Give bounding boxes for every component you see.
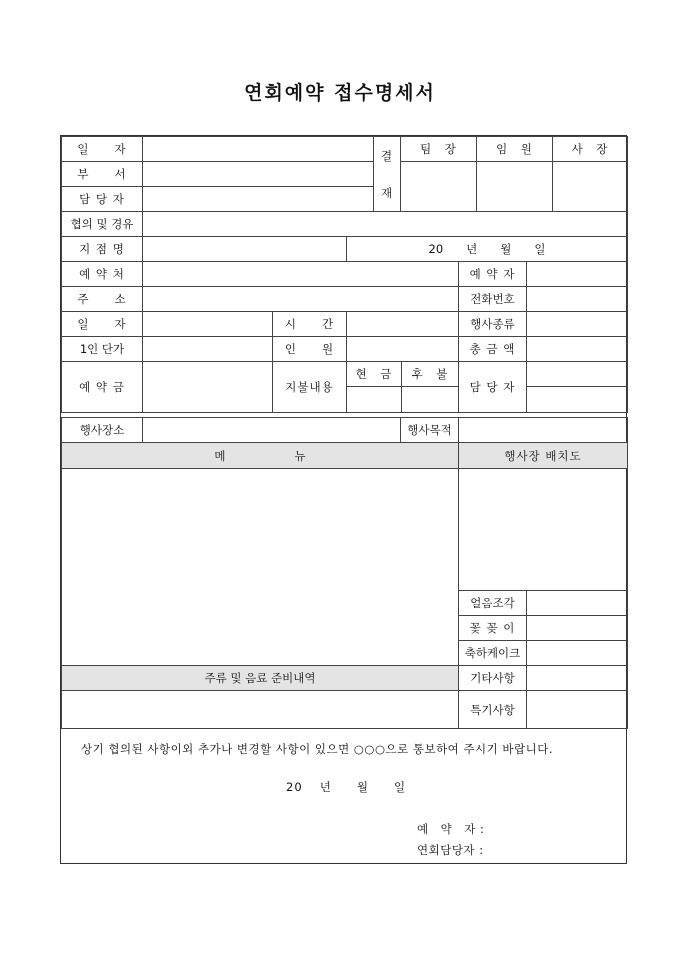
field-deferred[interactable] — [401, 386, 459, 413]
field-deposit[interactable] — [142, 361, 273, 413]
reservation-form — [60, 135, 627, 864]
field-manager[interactable] — [142, 186, 374, 212]
date-line: 20 년 월 일 — [346, 236, 628, 262]
approval-director: 임 원 — [476, 136, 553, 162]
label-reserved-at: 예 약 처 — [61, 261, 143, 287]
label-flowers: 꽃 꽂 이 — [458, 615, 527, 641]
header-drinks: 주류 및 음료 준비내역 — [61, 665, 459, 691]
label-address: 주 소 — [61, 286, 143, 312]
label-event-type: 행사종류 — [458, 311, 527, 337]
field-staff-1[interactable] — [526, 361, 628, 387]
menu-area[interactable] — [61, 468, 459, 666]
field-persons[interactable] — [346, 336, 459, 362]
header-menu: 메 뉴 — [61, 442, 459, 469]
label-deposit: 예 약 금 — [61, 361, 143, 413]
approval-label — [373, 136, 401, 212]
approval-label-top: 결 — [380, 148, 394, 163]
page-title: 연회예약 접수명세서 — [244, 82, 436, 104]
sign-president[interactable] — [552, 161, 628, 212]
footer-reserver: 예 약 자 : — [417, 822, 485, 836]
label-branch: 지 점 명 — [61, 236, 143, 262]
label-ice: 얼음조각 — [458, 590, 527, 616]
field-cash[interactable] — [346, 386, 402, 413]
field-unit-price[interactable] — [142, 336, 273, 362]
field-special[interactable] — [526, 690, 628, 729]
field-reserver[interactable] — [526, 261, 628, 287]
field-flowers[interactable] — [526, 615, 628, 641]
field-cake[interactable] — [526, 640, 628, 666]
approval-label-bottom: 재 — [380, 185, 394, 200]
field-reserved-at[interactable] — [142, 261, 459, 287]
label-purpose: 행사목적 — [400, 417, 459, 443]
field-purpose[interactable] — [458, 417, 628, 443]
label-reserver: 예 약 자 — [458, 261, 527, 287]
approval-team-lead: 팀 장 — [400, 136, 477, 162]
label-date2: 일 자 — [61, 311, 143, 337]
label-dept: 부 서 — [61, 161, 143, 187]
label-total: 총 금 액 — [458, 336, 527, 362]
field-date[interactable] — [142, 136, 374, 162]
footer-notice: 상기 협의된 사항이외 추가나 변경할 사항이 있으면 ○○○으로 통보하여 주시기 바랍니다. — [81, 742, 554, 756]
field-dept[interactable] — [142, 161, 374, 187]
label-date: 일 자 — [61, 136, 143, 162]
header-layout: 행사장 배치도 — [458, 442, 628, 469]
label-time: 시 간 — [272, 311, 347, 337]
sign-director[interactable] — [476, 161, 553, 212]
field-other[interactable] — [526, 665, 628, 691]
field-ice[interactable] — [526, 590, 628, 616]
field-branch[interactable] — [142, 236, 347, 262]
field-venue[interactable] — [142, 417, 401, 443]
label-cash: 현 금 — [346, 361, 402, 387]
drinks-area[interactable] — [61, 690, 459, 729]
label-negotiation: 협의 및 경유 — [61, 211, 143, 237]
footer-banquet-staff: 연회담당자 : — [417, 843, 484, 857]
label-phone: 전화번호 — [458, 286, 527, 312]
label-special: 특기사항 — [458, 690, 527, 729]
footer-date: 20 년 월 일 — [286, 780, 407, 794]
field-time[interactable] — [346, 311, 459, 337]
label-persons: 인 원 — [272, 336, 347, 362]
label-unit-price: 1인 단가 — [61, 336, 143, 362]
field-staff-2[interactable] — [526, 386, 628, 413]
layout-area[interactable] — [458, 468, 628, 591]
label-manager: 담 당 자 — [61, 186, 143, 212]
approval-president: 사 장 — [552, 136, 628, 162]
label-deferred: 후 불 — [401, 361, 459, 387]
label-venue: 행사장소 — [61, 417, 143, 443]
label-cake: 축하케이크 — [458, 640, 527, 666]
label-payment: 지불내용 — [272, 361, 347, 413]
field-date2[interactable] — [142, 311, 273, 337]
field-event-type[interactable] — [526, 311, 628, 337]
sign-team-lead[interactable] — [400, 161, 477, 212]
field-total[interactable] — [526, 336, 628, 362]
field-address[interactable] — [142, 286, 459, 312]
field-negotiation[interactable] — [142, 211, 628, 237]
label-other: 기타사항 — [458, 665, 527, 691]
field-phone[interactable] — [526, 286, 628, 312]
label-staff: 담 당 자 — [458, 361, 527, 413]
